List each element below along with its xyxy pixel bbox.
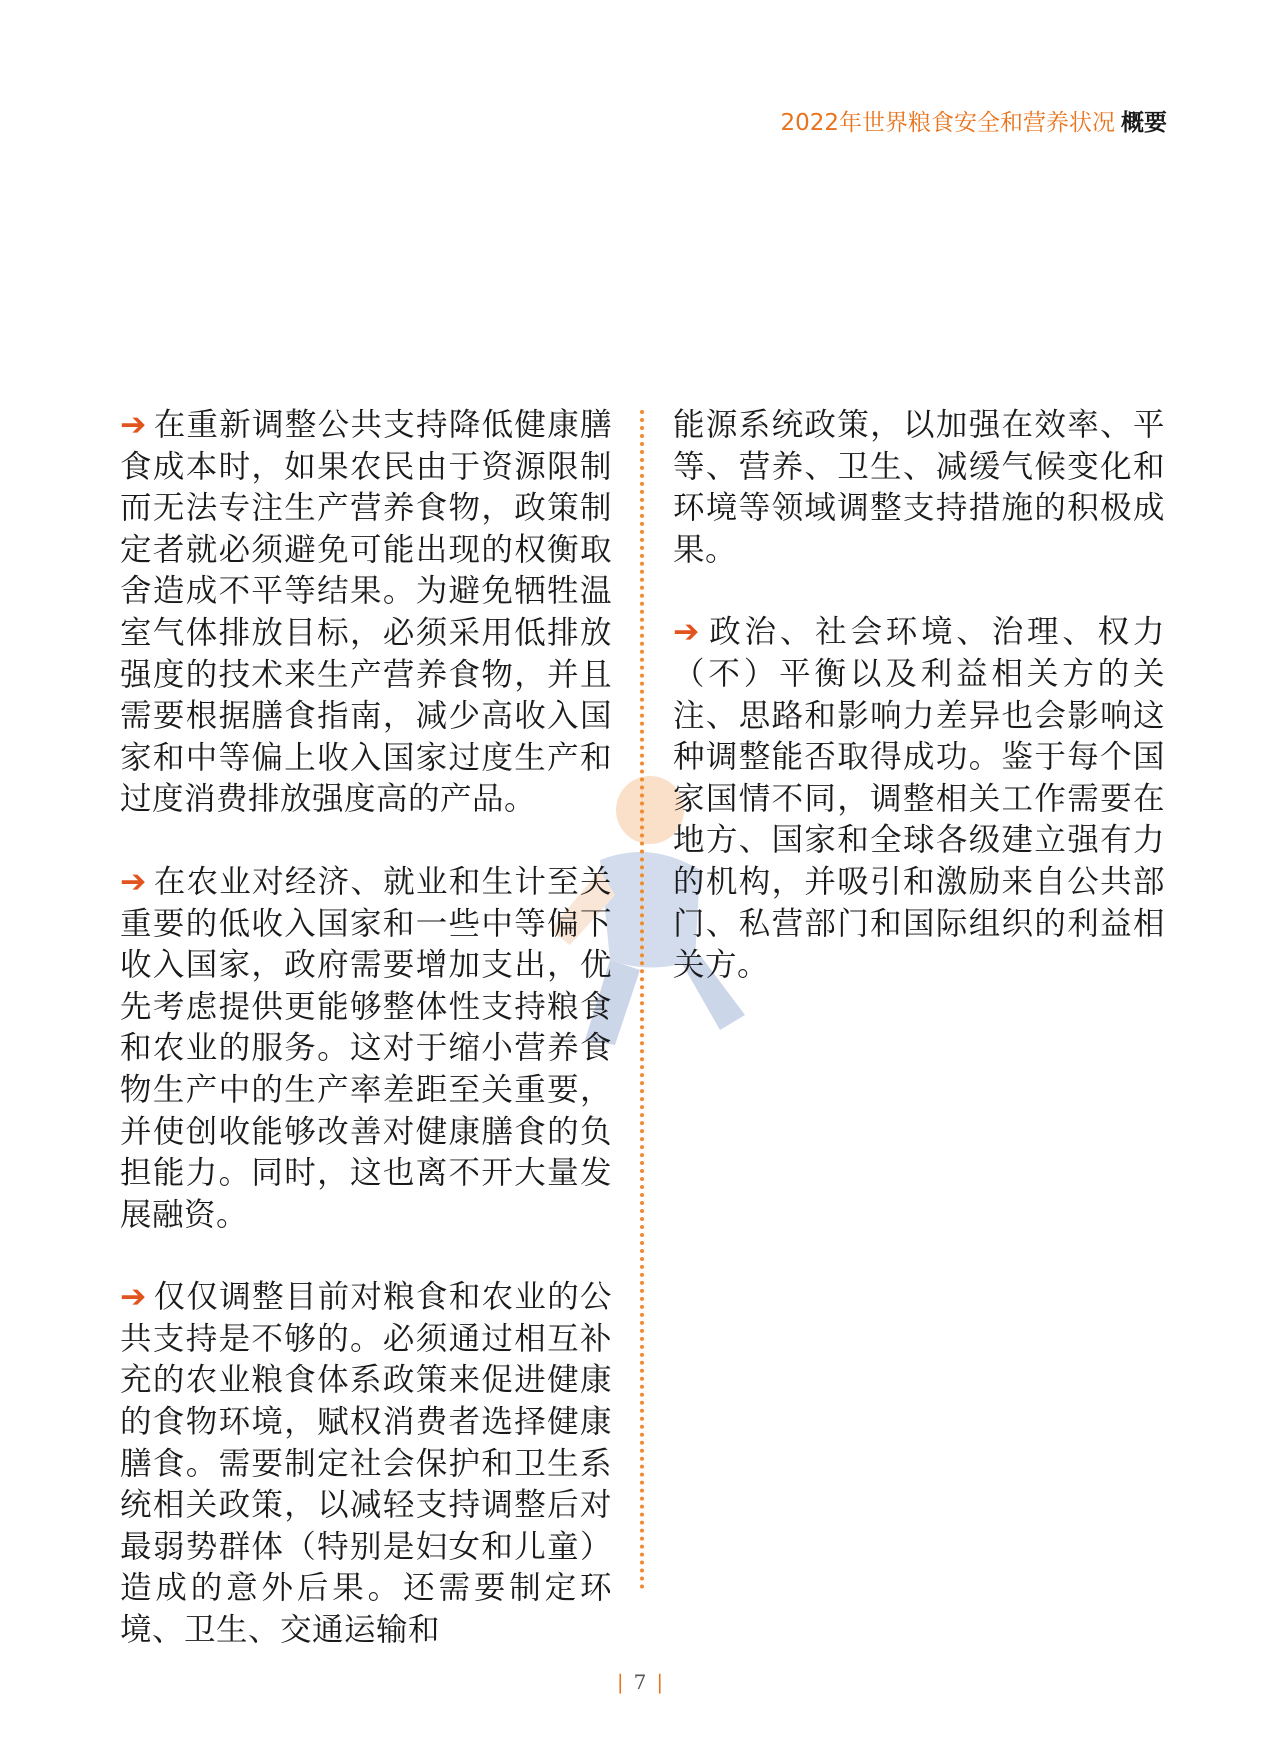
- header-title: 2022年世界粮食安全和营养状况: [780, 110, 1115, 136]
- bullet-paragraph: ➔ 在农业对经济、就业和生计至关重要的低收入国家和一些中等偏下收入国家，政府需要增加支出，优先考虑提供更能够整体性支持粮食和农业的服务。这对于缩小营养食物生产中的生产率差距至关重要，并使创收能够改善对健康膳食的负担能力。同时，这也离不开大量发展融资。: [120, 863, 612, 1233]
- pager-bar-right: |: [656, 1670, 664, 1694]
- page-number-footer: [0, 1670, 1280, 1694]
- right-arrow-icon: ➔: [120, 407, 147, 443]
- right-arrow-icon: ➔: [120, 863, 147, 900]
- bullet-paragraph: ➔ 政治、社会环境、治理、权力（不）平衡以及利益相关方的关注、思路和影响力差异也会影响这种调整能否取得成功。鉴于每个国家国情不同，调整相关工作需要在地方、国家和全球各级建立强有力的机构，并吸引和激励来自公共部门、私营部门和国际组织的利益相关方。: [673, 614, 1165, 984]
- running-header: [780, 112, 1167, 135]
- right-arrow-icon: ➔: [673, 614, 700, 651]
- left-column: [120, 405, 612, 1693]
- right-column: [673, 405, 1165, 1028]
- column-divider: [640, 410, 644, 1590]
- continuation-paragraph: 能源系统政策，以加强在效率、平等、营养、卫生、减缓气候变化和环境等领域调整支持措施的积极成果。: [673, 407, 1165, 568]
- right-arrow-icon: ➔: [120, 1279, 147, 1316]
- bullet-paragraph: ➔ 在重新调整公共支持降低健康膳食成本时，如果农民由于资源限制而无法专注生产营养食物，政策制定者就必须避免可能出现的权衡取舍造成不平等结果。为避免牺牲温室气体排放目标，必须采用低排放强度的技术来生产营养食物，并且需要根据膳食指南，减少高收入国家和中等偏上收入国家过度生产和过度消费排放强度高的产品。: [120, 407, 612, 818]
- page-number: 7: [633, 1670, 647, 1694]
- pager-bar-left: |: [616, 1670, 624, 1694]
- header-subtitle: 概要: [1121, 110, 1167, 136]
- bullet-paragraph: ➔ 仅仅调整目前对粮食和农业的公共支持是不够的。必须通过相互补充的农业粮食体系政策来促进健康的食物环境，赋权消费者选择健康膳食。需要制定社会保护和卫生系统相关政策，以减轻支持调整后对最弱势群体（特别是妇女和儿童）造成的意外后果。还需要制定环境、卫生、交通运输和: [120, 1279, 612, 1649]
